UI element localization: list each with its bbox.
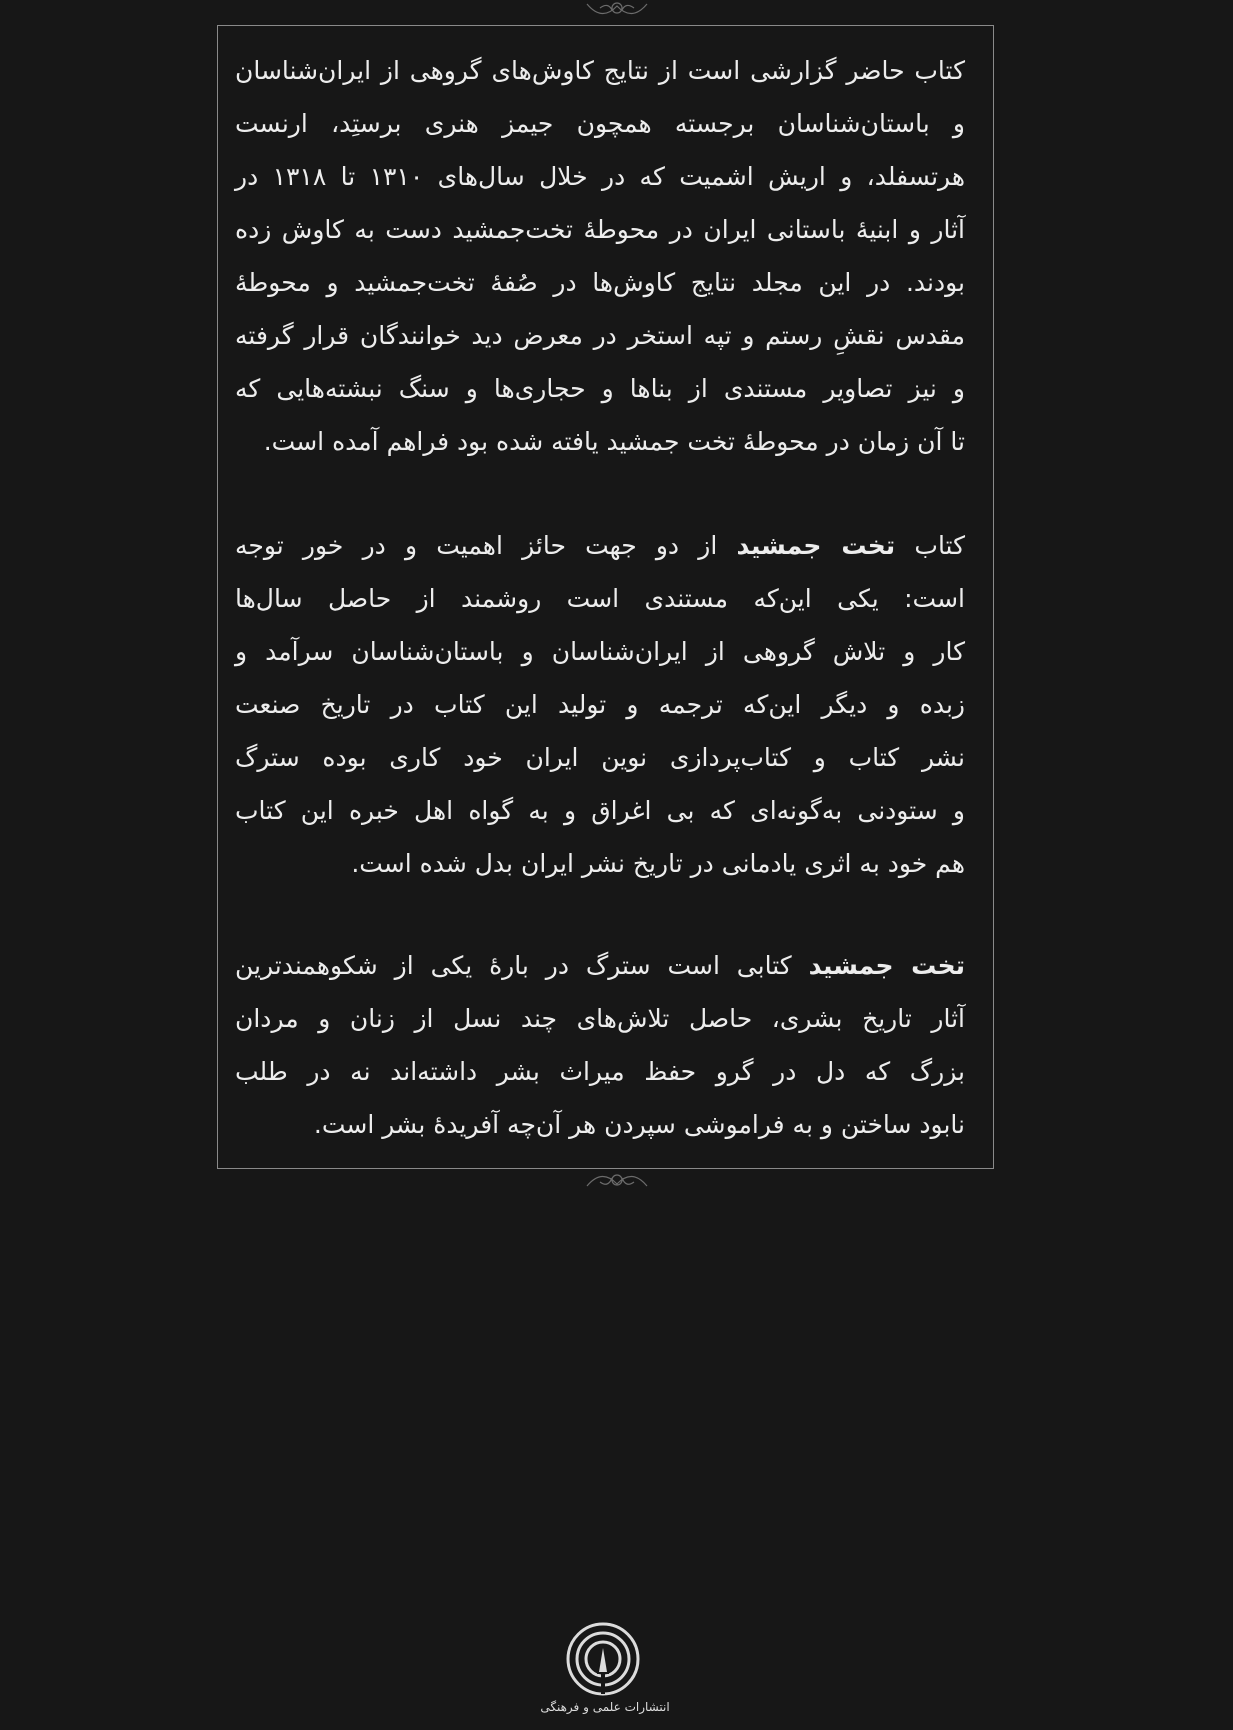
paragraph-1-line: و باستان‌شناسان برجسته همچون جیمز هنری برستِد، ارنست xyxy=(235,109,965,138)
paragraph-2-start: کتاب xyxy=(914,531,966,560)
paragraph-1-line: بودند. در این مجلد نتایج کاوش‌ها در صُفهٔ تخت‌جمشید و محوطهٔ xyxy=(235,268,965,297)
paragraph-2-line: نشر کتاب و کتاب‌پردازی نوین ایران خود کاری بوده سترگ xyxy=(235,743,965,772)
book-title-bold: تخت جمشید xyxy=(808,951,966,980)
top-ornament-icon xyxy=(582,0,652,24)
paragraph-1-line: آثار و ابنیهٔ باستانی ایران در محوطهٔ تخت‌جمشید دست به کاوش زده xyxy=(235,215,965,244)
paragraph-2-line: هم خود به اثری یادمانی در تاریخ نشر ایران بدل شده است. xyxy=(351,849,965,878)
paragraph-3-line: آثار تاریخ بشری، حاصل تلاش‌های چند نسل از زنان و مردان xyxy=(235,1004,965,1033)
paragraph-2 xyxy=(235,519,965,890)
paragraph-2-line: و ستودنی به‌گونه‌ای که بی اغراق و به گواه اهل خبره این کتاب xyxy=(235,796,965,825)
bottom-ornament-icon xyxy=(582,1166,652,1190)
paragraph-2-line: کار و تلاش گروهی از ایران‌شناسان و باستان‌شناسان سرآمد و xyxy=(235,637,965,666)
paragraph-1-line: و نیز تصاویر مستندی از بناها و حجاری‌ها و سنگ نبشته‌هایی که xyxy=(235,374,965,403)
paragraph-3-first-line xyxy=(235,939,965,992)
publisher-emblem-icon xyxy=(566,1622,640,1696)
paragraph-1-line: هرتسفلد، و اریش اشمیت که در خلال سال‌های ۱۳۱۰ تا ۱۳۱۸ در xyxy=(235,162,965,191)
paragraph-2-first-line xyxy=(235,519,965,572)
paragraph-1 xyxy=(235,44,965,468)
paragraph-2-line: است: یکی این‌که مستندی است روشمند از حاصل سال‌ها xyxy=(235,584,965,613)
paragraph-3-line: نابود ساختن و به فراموشی سپردن هر آن‌چه آفریدهٔ بشر است. xyxy=(313,1110,965,1139)
paragraph-3-rest: کتابی است سترگ در بارهٔ یکی از شکوهمندترین xyxy=(235,951,792,980)
paragraph-2-rest: از دو جهت حائز اهمیت و در خور توجه xyxy=(235,531,718,560)
paragraph-3 xyxy=(235,939,965,1151)
paragraph-3-line: بزرگ که دل در گرو حفظ میراث بشر داشته‌اند نه در طلب xyxy=(235,1057,965,1086)
paragraph-1-line: مقدس نقشِ رستم و تپه استخر در معرض دید خوانندگان قرار گرفته xyxy=(235,321,965,350)
paragraph-2-line: زبده و دیگر این‌که ترجمه و تولید این کتاب در تاریخ صنعت xyxy=(235,690,965,719)
paragraph-1-line: کتاب حاضر گزارشی است از نتایج کاوش‌های گروهی از ایران‌شناسان xyxy=(235,56,965,85)
publisher-name: انتشارات علمی و فرهنگی xyxy=(540,1700,670,1714)
paragraph-1-line: تا آن زمان در محوطهٔ تخت جمشید یافته شده بود فراهم آمده است. xyxy=(263,427,965,456)
book-title-bold: تخت جمشید xyxy=(736,531,896,560)
